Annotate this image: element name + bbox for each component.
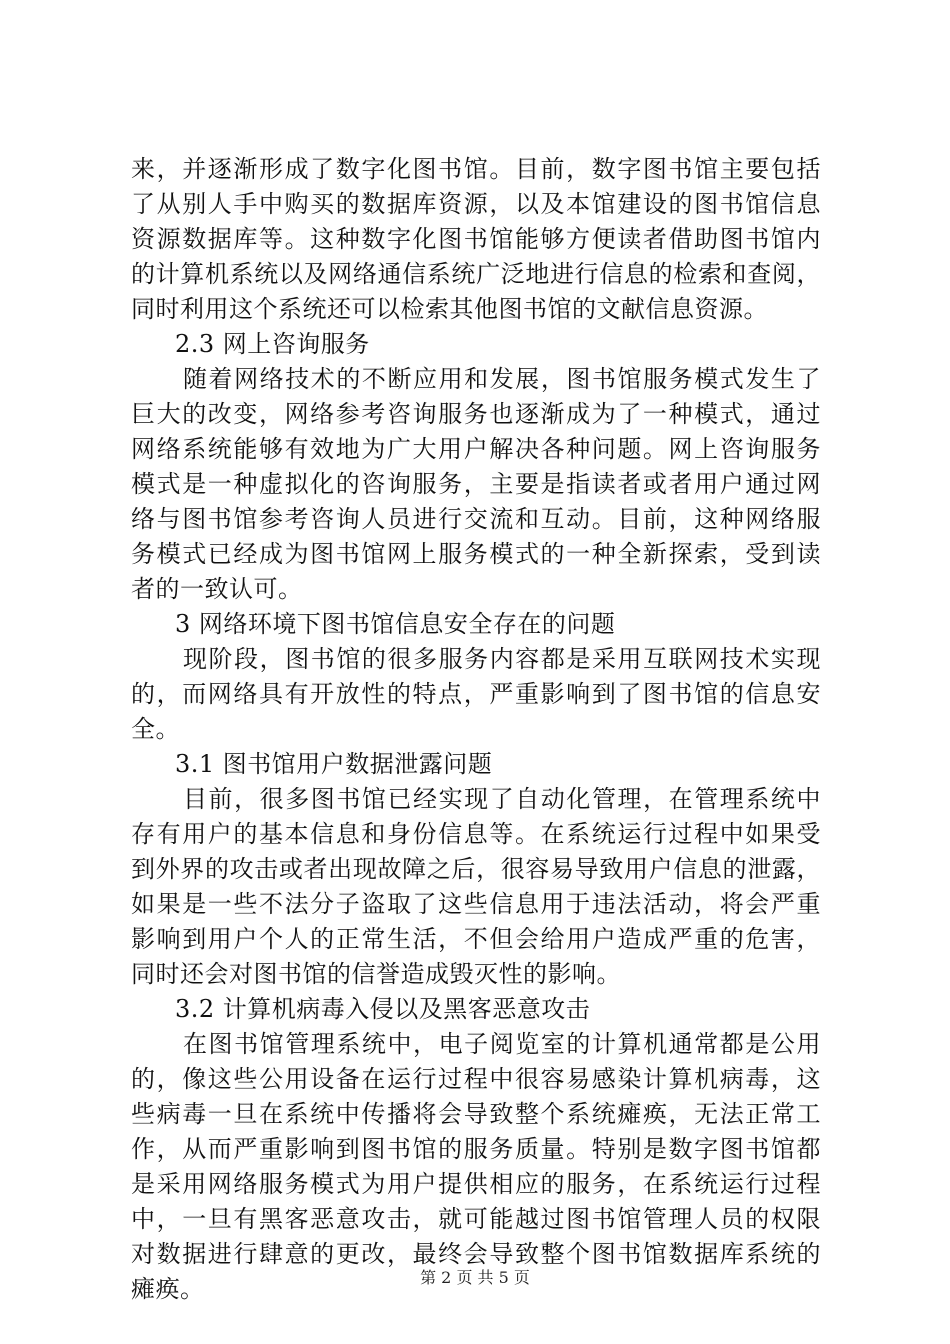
text-line: 的，而网络具有开放性的特点，严重影响到了图书馆的信息安: [131, 680, 821, 708]
text-line: 的计算机系统以及网络通信系统广泛地进行信息的检索和查阅，: [131, 260, 821, 288]
section-heading: 3 网络环境下图书馆信息安全存在的问题: [175, 610, 616, 638]
text-line: 全。: [131, 715, 180, 743]
section-heading: 3.1 图书馆用户数据泄露问题: [175, 750, 493, 778]
text-line: 是采用网络服务模式为用户提供相应的服务，在系统运行过程: [131, 1170, 821, 1198]
text-line: 目前，很多图书馆已经实现了自动化管理，在管理系统中: [183, 785, 821, 813]
text-line: 网络系统能够有效地为广大用户解决各种问题。网上咨询服务: [131, 435, 821, 463]
text-line: 同时利用这个系统还可以检索其他图书馆的文献信息资源。: [131, 295, 768, 323]
text-line: 现阶段，图书馆的很多服务内容都是采用互联网技术实现: [183, 645, 821, 673]
text-line: 络与图书馆参考咨询人员进行交流和互动。目前，这种网络服: [131, 505, 821, 533]
text-line: 巨大的改变，网络参考咨询服务也逐渐成为了一种模式，通过: [131, 400, 821, 428]
text-line: 者的一致认可。: [131, 575, 303, 603]
text-line: 的，像这些公用设备在运行过程中很容易感染计算机病毒，这: [131, 1065, 821, 1093]
text-line: 了从别人手中购买的数据库资源，以及本馆建设的图书馆信息: [131, 190, 821, 218]
text-line: 存有用户的基本信息和身份信息等。在系统运行过程中如果受: [131, 820, 821, 848]
text-line: 务模式已经成为图书馆网上服务模式的一种全新探索，受到读: [131, 540, 821, 568]
text-line: 来，并逐渐形成了数字化图书馆。目前，数字图书馆主要包括: [131, 155, 821, 183]
text-line: 瘫痪。: [131, 1275, 205, 1303]
text-line: 同时还会对图书馆的信誉造成毁灭性的影响。: [131, 960, 621, 988]
page-footer: [0, 1268, 950, 1288]
text-line: 在图书馆管理系统中，电子阅览室的计算机通常都是公用: [183, 1030, 821, 1058]
text-line: 模式是一种虚拟化的咨询服务，主要是指读者或者用户通过网: [131, 470, 821, 498]
text-line: 些病毒一旦在系统中传播将会导致整个系统瘫痪，无法正常工: [131, 1100, 821, 1128]
text-line: 作，从而严重影响到图书馆的服务质量。特别是数字图书馆都: [131, 1135, 821, 1163]
text-line: 资源数据库等。这种数字化图书馆能够方便读者借助图书馆内: [131, 225, 821, 253]
text-line: 如果是一些不法分子盗取了这些信息用于违法活动，将会严重: [131, 890, 821, 918]
document-body: [131, 152, 821, 1307]
section-heading: 3.2 计算机病毒入侵以及黑客恶意攻击: [175, 995, 591, 1023]
page-number: 第 2 页 共 5 页: [420, 1268, 530, 1287]
text-line: 随着网络技术的不断应用和发展，图书馆服务模式发生了: [183, 365, 821, 393]
text-line: 对数据进行肆意的更改，最终会导致整个图书馆数据库系统的: [131, 1240, 821, 1268]
text-line: 影响到用户个人的正常生活，不但会给用户造成严重的危害，: [131, 925, 821, 953]
text-line: 到外界的攻击或者出现故障之后，很容易导致用户信息的泄露，: [131, 855, 821, 883]
section-heading: 2.3 网上咨询服务: [175, 330, 370, 358]
text-line: 中，一旦有黑客恶意攻击，就可能越过图书馆管理人员的权限: [131, 1205, 821, 1233]
